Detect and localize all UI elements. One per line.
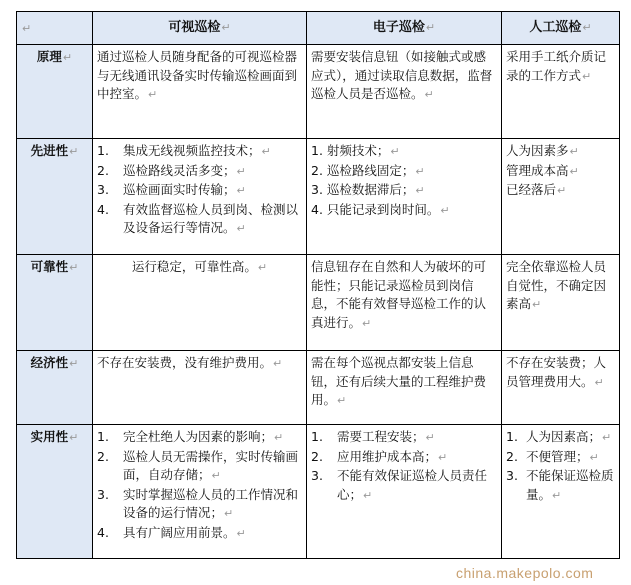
header-visual: 可视巡检↵	[93, 12, 307, 45]
list-advanced-visual	[97, 142, 302, 239]
corner-cell: ↵	[17, 12, 93, 45]
list-item: 人为因素多↵	[506, 143, 579, 158]
list-practicality-visual	[97, 428, 302, 543]
row-label-reliability: 可靠性↵	[17, 255, 93, 351]
list-item: 4. 只能记录到岗时间。↵	[311, 201, 450, 217]
row-advanced	[17, 139, 620, 255]
list-item: 2. 巡检路线固定；↵	[311, 162, 425, 178]
list-item: 1. 射频技术；↵	[311, 143, 400, 158]
list-item: 2. 巡检路线灵活多变；↵	[97, 162, 246, 178]
list-item: 1. 人为因素高；↵	[506, 429, 612, 444]
list-item: 3. 实时掌握巡检人员的工作情况和设备的运行情况；↵	[97, 486, 299, 520]
list-item: 3. 不能保证巡检质量。↵	[506, 468, 614, 502]
cell-advanced-electronic	[307, 139, 502, 255]
header-row	[17, 12, 620, 45]
cell-practicality-electronic	[307, 425, 502, 559]
cell-advanced-manual	[502, 139, 620, 255]
header-electronic: 电子巡检↵	[307, 12, 502, 45]
cell-reliability-visual: 运行稳定，可靠性高。↵	[93, 255, 307, 351]
cell-practicality-manual	[502, 425, 620, 559]
list-item: 3. 不能有效保证巡检人员责任心；↵	[311, 468, 488, 502]
list-practicality-electronic	[311, 428, 497, 505]
row-label-principle: 原理↵	[17, 45, 93, 139]
cell-principle-manual: 采用手工纸介质记录的工作方式↵	[502, 45, 620, 139]
list-item: 1. 集成无线视频监控技术；↵	[97, 143, 271, 158]
row-label-advanced: 先进性↵	[17, 139, 93, 255]
list-item: 2. 不便管理；↵	[506, 448, 599, 464]
cell-reliability-manual: 完全依靠巡检人员自觉性，不确定因素高↵	[502, 255, 620, 351]
cell-reliability-electronic: 信息钮存在自然和人为破坏的可能性；只能记录巡检员到岗信息，不能有效督导巡检工作的认真进行。↵	[307, 255, 502, 351]
cell-principle-electronic: 需要安装信息钮（如接触式或感应式），通过读取信息数据，监督巡检人员是否巡检。↵	[307, 45, 502, 139]
list-item: 3. 巡检数据滞后；↵	[311, 182, 425, 197]
list-item: 1. 需要工程安装；↵	[311, 429, 435, 444]
row-label-economy: 经济性↵	[17, 351, 93, 425]
row-principle	[17, 45, 620, 139]
list-item: 1. 完全杜绝人为因素的影响；↵	[97, 429, 284, 444]
row-economy	[17, 351, 620, 425]
list-item: 3. 巡检画面实时传输；↵	[97, 182, 246, 197]
list-item: 4. 具有广阔应用前景。↵	[97, 524, 246, 540]
cell-economy-electronic: 需在每个巡视点都安装上信息钮，还有后续大量的工程维护费用。↵	[307, 351, 502, 425]
watermark: china.makepolo.com	[456, 565, 594, 581]
row-practicality	[17, 425, 620, 559]
row-label-practicality: 实用性↵	[17, 425, 93, 559]
cell-principle-visual: 通过巡检人员随身配备的可视巡检器与无线通讯设备实时传输巡检画面到中控室。↵	[93, 45, 307, 139]
comparison-table	[16, 11, 620, 559]
header-manual: 人工巡检↵	[502, 12, 620, 45]
list-item: 管理成本高↵	[506, 162, 579, 178]
list-practicality-manual	[506, 428, 615, 505]
cell-economy-visual: 不存在安装费，没有维护费用。↵	[93, 351, 307, 425]
cell-economy-manual: 不存在安装费；人员管理费用大。↵	[502, 351, 620, 425]
cell-practicality-visual	[93, 425, 307, 559]
list-item: 4. 有效监督巡检人员到岗、检测以及设备运行等情况。↵	[97, 201, 299, 235]
list-item: 2. 应用维护成本高；↵	[311, 448, 448, 464]
list-item: 已经落后↵	[506, 182, 567, 197]
list-item: 2. 巡检人员无需操作，实时传输画面，自动存储；↵	[97, 448, 299, 482]
cell-advanced-visual	[93, 139, 307, 255]
row-reliability	[17, 255, 620, 351]
